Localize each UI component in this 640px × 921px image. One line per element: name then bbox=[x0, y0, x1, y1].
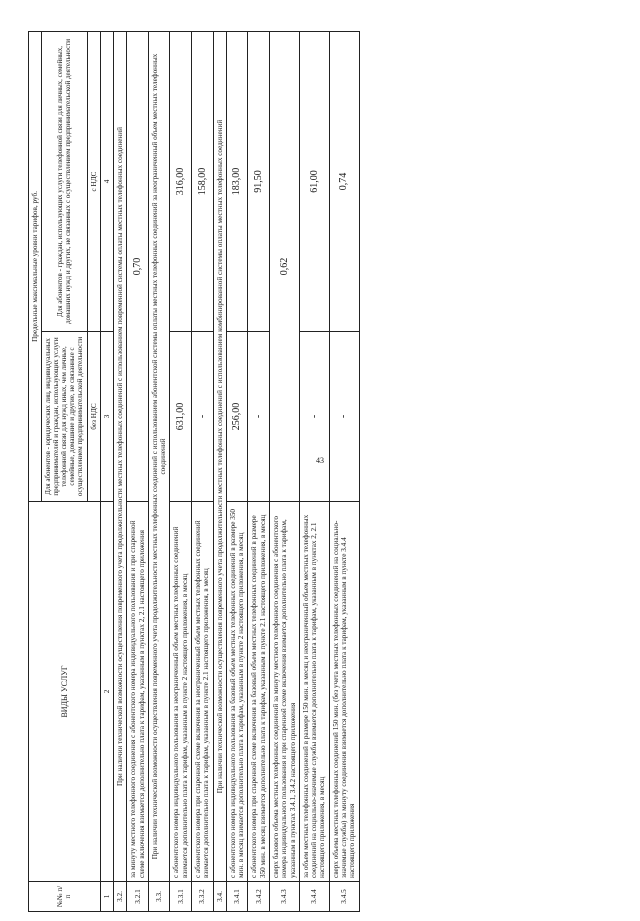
rotated-table-container bbox=[28, 32, 628, 912]
header-col-services: ВИДЫ УСЛУГ bbox=[29, 502, 101, 882]
row-value-both: 0,62 bbox=[270, 31, 300, 501]
header-number-3: 3 bbox=[100, 332, 113, 502]
row-description: с абонентского номера при спаренной схеме включения за базовый объем местных телефонных соединений в размере 350 мин. в месяц взимается дополнительно плата к тарифам, указанным в пункте 2.1 настоящего приложения, в месяц bbox=[248, 502, 270, 882]
row-value-legal: - bbox=[248, 332, 270, 502]
row-description: При наличии технической возможности осуществления повременного учета продолжительности местных телефонных соединений с использованием комбинированной системы оплаты местных телефонных соединений bbox=[213, 31, 226, 881]
header-col-citizens: Для абонентов - граждан, использующих услуги телефонной связи для личных, семейных, домашних нужд и других, не связанных с осуществлением предпринимательской деятельности bbox=[42, 31, 87, 331]
row-description: При наличии технической возможности осуществления повременного учета продолжительности местных телефонных соединений с использованием абонентской системы оплаты местных телефонных соединений за неограниченный объем местных телефонных соединений bbox=[148, 31, 170, 881]
row-value-citizens: 183,00 bbox=[226, 31, 248, 331]
row-value-legal: 631,00 bbox=[170, 332, 192, 502]
row-value-citizens: 0,74 bbox=[329, 31, 359, 331]
row-number: 3.4.2 bbox=[248, 882, 270, 912]
row-description: При наличии технической возможности осуществления повременного учета продолжительности местных телефонных соединений с использованием повременной системы оплаты местных телефонных соединений bbox=[114, 31, 127, 881]
row-value-citizens: 316,00 bbox=[170, 31, 192, 331]
table-row bbox=[329, 31, 359, 911]
header-number-1: 1 bbox=[100, 882, 113, 912]
row-number: 3.4.3 bbox=[270, 882, 300, 912]
row-value-legal: - bbox=[192, 332, 214, 502]
row-number: 3.4. bbox=[213, 882, 226, 912]
row-description: с абонентского номера при спаренной схеме включения за неограниченный объем местных телефонных соединений взимается дополнительно плата к тарифам, указанным в пункте 2.1 настоящего приложения, в месяц bbox=[192, 502, 214, 882]
table-row bbox=[248, 31, 270, 911]
row-number: 3.3.2 bbox=[192, 882, 214, 912]
row-description: за объем местных телефонных соединений в размере 150 мин. в месяц и неограниченный объем местных телефонных соединений на социально-значимые службы взимается дополнительно плата к тарифам, указанным в пунктах 2, 2.1 настоящего приложения, в месяц bbox=[299, 502, 329, 882]
table-row bbox=[192, 31, 214, 911]
header-col-legal: Для абонентов - юридических лиц, индивидуальных предпринимателей и граждан, использующих услуги телефонной связи для нужд иных, чем личные, семейные, домашние и другие, не связанные с осуществлением предпринимательской деятельности bbox=[42, 332, 87, 502]
row-value-legal: 256,00 bbox=[226, 332, 248, 502]
table-row bbox=[127, 31, 149, 911]
table-row bbox=[226, 31, 248, 911]
row-value-citizens: 61,00 bbox=[299, 31, 329, 331]
row-description: с абонентского номера индивидуального пользования за неограниченный объем местных телефонных соединений взимается дополнительно плата к тарифам, указанным в пункте 2 настоящего приложения, в месяц bbox=[170, 502, 192, 882]
header-number-2: 2 bbox=[100, 502, 113, 882]
row-number: 3.4.5 bbox=[329, 882, 359, 912]
row-value-legal: - bbox=[299, 332, 329, 502]
table-row bbox=[170, 31, 192, 911]
row-value-both: 0,70 bbox=[127, 31, 149, 501]
row-number: 3.2.1 bbox=[127, 882, 149, 912]
row-description: с абонентского номера индивидуального пользования за базовый объем местных телефонных соединений в размере 350 мин. в месяц взимается дополнительно плата к тарифам, указанным в пункте 2 настоящего приложения, в месяц bbox=[226, 502, 248, 882]
row-value-legal: - bbox=[329, 332, 359, 502]
row-description: сверх объема местных телефонных соединений 150 мин. (без учета местных телефонных соединений на социально-значимые службы) за минуту соединения взимается дополнительно плата к тарифам, указанным в пункте 3.4.4 настоящего приложения bbox=[329, 502, 359, 882]
header-row-numbers bbox=[100, 31, 113, 911]
table-row bbox=[148, 31, 170, 911]
row-description: за минуту местного телефонного соединения с абонентского номера индивидуального пользования и при спаренной схеме включения взимается дополнительно плата к тарифам, указанным в пунктах 2, 2.1 настоящего приложения bbox=[127, 502, 149, 882]
table-row bbox=[213, 31, 226, 911]
row-description: сверх базового объема местных телефонных соединений за минуту местного телефонного соединения с абонентского номера индивидуального пользования и при спаренной схеме включения взимается дополнительно плата к тарифам, указанным в пунктах 3.4.1, 3.4.2 настоящего приложения bbox=[270, 502, 300, 882]
row-number: 3.3.1 bbox=[170, 882, 192, 912]
header-number-4: 4 bbox=[100, 31, 113, 331]
header-col-tariffs: Предельные максимальные уровни тарифов, руб. bbox=[29, 31, 42, 501]
row-value-citizens: 91,50 bbox=[248, 31, 270, 331]
row-number: 3.3. bbox=[148, 882, 170, 912]
header-col-num: №№ п/п bbox=[29, 882, 101, 912]
header-row-1 bbox=[29, 31, 42, 911]
header-vat-incl: с НДС bbox=[87, 31, 100, 331]
row-number: 3.4.1 bbox=[226, 882, 248, 912]
row-number: 3.4.4 bbox=[299, 882, 329, 912]
table-row bbox=[299, 31, 329, 911]
header-vat-excl: без НДС bbox=[87, 332, 100, 502]
row-number: 3.2. bbox=[114, 882, 127, 912]
row-value-citizens: 158,00 bbox=[192, 31, 214, 331]
table-row bbox=[114, 31, 127, 911]
page-number: 43 bbox=[316, 456, 324, 465]
table-row bbox=[270, 31, 300, 911]
tariff-table bbox=[28, 31, 360, 912]
